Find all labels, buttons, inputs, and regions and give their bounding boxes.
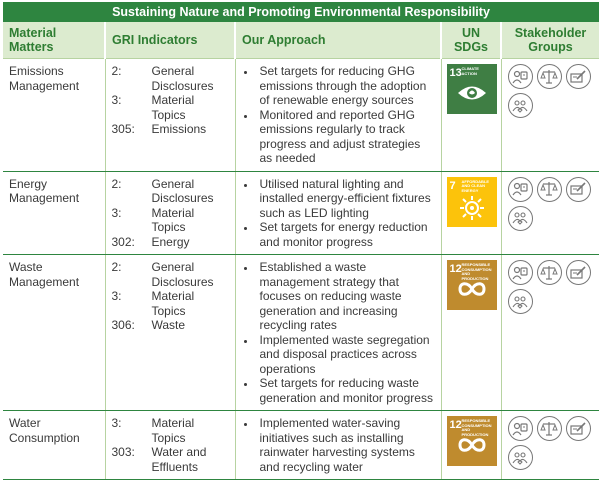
gri-list xyxy=(112,416,229,474)
scales-icon xyxy=(537,260,562,285)
approach-item: • Implemented waste segregation and disposal practices across operations xyxy=(256,333,435,377)
gri-label: Energy xyxy=(151,234,190,249)
community-icon xyxy=(508,206,533,231)
approach-list xyxy=(242,177,435,250)
header-material-matters: Material Matters xyxy=(3,22,105,59)
scales-icon xyxy=(537,416,562,441)
stakeholder-icons xyxy=(508,64,594,118)
pen-paper-icon xyxy=(566,177,591,202)
scales-icon xyxy=(537,177,562,202)
material-matter-cell: Water Consumption xyxy=(3,411,105,480)
table-row xyxy=(3,171,599,255)
gri-list xyxy=(112,260,229,333)
header-stakeholder-groups: Stakeholder Groups xyxy=(501,22,599,59)
gri-label: Material Topics xyxy=(151,416,195,445)
stakeholder-icons xyxy=(508,177,594,231)
stakeholder-icons xyxy=(508,416,594,470)
gri-label: General Disclosures xyxy=(151,64,214,93)
pen-paper-icon xyxy=(566,416,591,441)
eye-icon xyxy=(457,82,487,104)
approach-list xyxy=(242,416,435,474)
gri-label: General Disclosures xyxy=(151,176,214,205)
header-row xyxy=(3,22,599,59)
gri-label: Waste xyxy=(151,318,186,332)
sdg-label: RESPONSIBLE CONSUMPTION AND PRODUCTION xyxy=(461,262,492,281)
approach-item: • Set targets for energy reduction and monitor progress xyxy=(256,220,435,249)
approach-cell xyxy=(235,171,441,255)
gri-label: Emissions xyxy=(151,122,207,136)
gri-code: 3: xyxy=(111,205,122,220)
pen-paper-icon xyxy=(566,260,591,285)
sdg-goal-badge xyxy=(447,260,497,310)
gri-list xyxy=(112,177,229,250)
material-matter-cell: Energy Management xyxy=(3,171,105,255)
sdg-number: 12 xyxy=(449,263,462,275)
table-banner: Sustaining Nature and Promoting Environmental Responsibility xyxy=(3,2,599,22)
approach-item: • Set targets for reducing GHG emissions through the adoption of renewable energy sources xyxy=(256,64,435,108)
approach-item: • Established a waste management strategy that focuses on reducing waste generation and increasing recycling rates xyxy=(256,260,435,333)
sun-icon xyxy=(457,195,487,221)
gri-code: 2: xyxy=(111,260,122,274)
pen-paper-icon xyxy=(566,64,591,89)
approach-cell xyxy=(235,59,441,172)
sdg-cell xyxy=(441,171,501,255)
gri-code: 3: xyxy=(111,416,122,430)
stakeholder-icons xyxy=(508,260,594,314)
sdg-goal-badge xyxy=(447,416,497,466)
sustainability-table-container xyxy=(3,2,599,480)
header-un-sdgs: UN SDGs xyxy=(441,22,501,59)
approach-item: • Utilised natural lighting and installed energy-efficient fixtures such as LED lighting xyxy=(256,177,435,221)
infinity-icon xyxy=(457,434,487,456)
employees-icon xyxy=(508,416,533,441)
sdg-label: RESPONSIBLE CONSUMPTION AND PRODUCTION xyxy=(461,418,492,437)
sdg-cell xyxy=(441,411,501,480)
stakeholder-cell xyxy=(501,255,599,411)
approach-list xyxy=(242,260,435,405)
sdg-number: 13 xyxy=(449,67,462,79)
community-icon xyxy=(508,445,533,470)
gri-indicators-cell xyxy=(105,255,235,411)
gri-code: 2: xyxy=(111,64,122,78)
approach-cell xyxy=(235,255,441,411)
sdg-cell xyxy=(441,59,501,172)
approach-item: • Monitored and reported GHG emissions regularly to track progress and adjust strategies as needed xyxy=(256,108,435,166)
stakeholder-cell xyxy=(501,171,599,255)
gri-indicators-cell xyxy=(105,411,235,480)
gri-label: Water and Effluents xyxy=(151,445,207,474)
gri-code: 306: xyxy=(111,318,135,332)
scales-icon xyxy=(537,64,562,89)
gri-label: Material Topics xyxy=(151,289,195,318)
gri-indicators-cell xyxy=(105,59,235,172)
table-row xyxy=(3,411,599,480)
gri-code: 303: xyxy=(111,445,135,459)
gri-label: General Disclosures xyxy=(151,260,214,289)
gri-code: 305: xyxy=(111,122,135,136)
stakeholder-cell xyxy=(501,411,599,480)
gri-code: 3: xyxy=(111,289,122,303)
gri-code: 302: xyxy=(111,234,135,249)
community-icon xyxy=(508,289,533,314)
sdg-number: 7 xyxy=(449,179,456,192)
gri-label: Material Topics xyxy=(151,93,195,122)
employees-icon xyxy=(508,260,533,285)
table-row xyxy=(3,59,599,172)
sdg-label: CLIMATE ACTION xyxy=(461,66,479,76)
table-row xyxy=(3,255,599,411)
gri-code: 3: xyxy=(111,93,122,107)
gri-code: 2: xyxy=(111,176,122,191)
sdg-goal-badge xyxy=(447,64,497,114)
approach-item: • Implemented water-saving initiatives such as installing rainwater harvesting systems and recycling water xyxy=(256,416,435,474)
community-icon xyxy=(508,93,533,118)
header-our-approach: Our Approach xyxy=(235,22,441,59)
approach-list xyxy=(242,64,435,166)
stakeholder-cell xyxy=(501,59,599,172)
sdg-label: AFFORDABLE AND CLEAN ENERGY xyxy=(461,178,490,193)
approach-item: • Set targets for reducing waste generation and monitor progress xyxy=(256,376,435,405)
sdg-number: 12 xyxy=(449,419,462,431)
gri-indicators-cell xyxy=(105,171,235,255)
material-matters-table xyxy=(3,22,599,480)
sdg-cell xyxy=(441,255,501,411)
approach-cell xyxy=(235,411,441,480)
material-matter-cell: Waste Management xyxy=(3,255,105,411)
employees-icon xyxy=(508,177,533,202)
header-gri-indicators: GRI Indicators xyxy=(105,22,235,59)
gri-list xyxy=(112,64,229,137)
infinity-icon xyxy=(457,278,487,300)
employees-icon xyxy=(508,64,533,89)
material-matter-cell: Emissions Management xyxy=(3,59,105,172)
sdg-goal-badge xyxy=(447,177,497,227)
gri-label: Material Topics xyxy=(151,205,195,234)
